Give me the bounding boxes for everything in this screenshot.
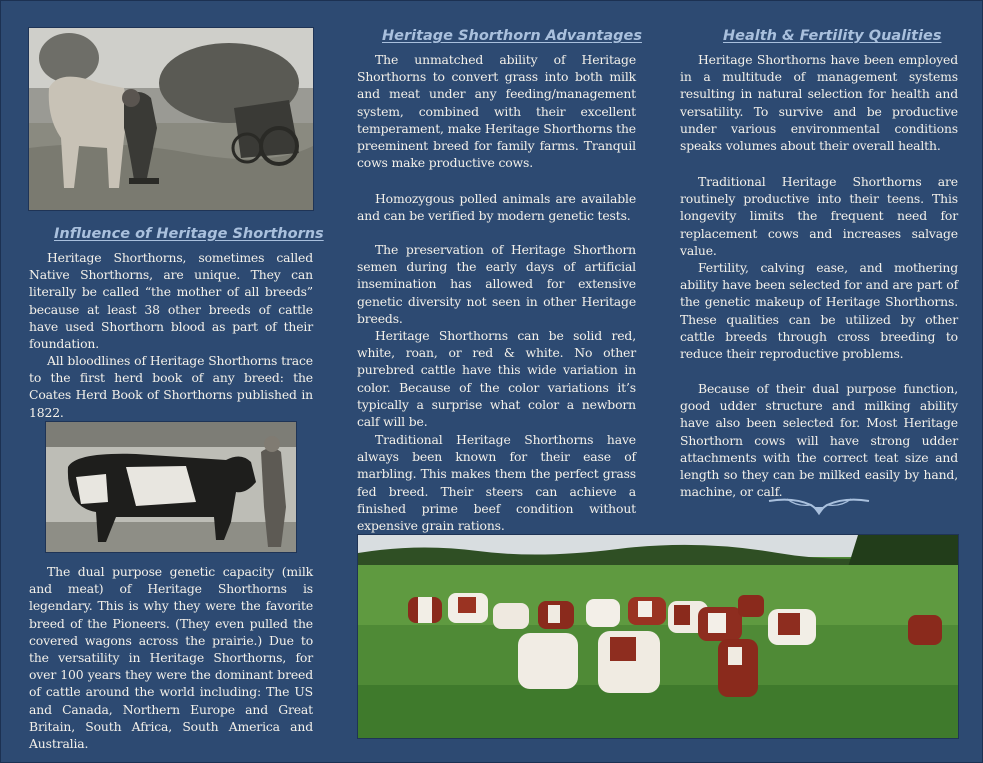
col3-heading: Health & Fertility Qualities <box>723 28 942 44</box>
col1-paragraph-1: Heritage Shorthorns, sometimes called Native Shorthorns, are unique. They can literally be called “the mother of all breeds” because at least 38 other breeds of cattle have used Shorthorn blood as part of their foundation. <box>29 250 313 352</box>
col2-paragraph-5: Traditional Heritage Shorthorns have always been known for their ease of marbling. This makes them the perfect grass fed breed. Their steers can achieve a finished prime beef condition without expensive grain rations. <box>357 432 636 534</box>
col3-paragraph-2: Traditional Heritage Shorthorns are routinely productive into their teens. This longevity limits the frequent need for replacement cows and increases salvage value. <box>680 174 958 258</box>
col2-paragraph-3: The preservation of Heritage Shorthorn semen during the early days of artificial insemination has allowed for extensive genetic diversity not seen in other Heritage breeds. <box>357 242 636 326</box>
milking-photo <box>28 27 314 211</box>
col3-paragraph-4: Because of their dual purpose function, good udder structure and milking ability have also been selected for. Most Heritage Shorthorn cows will have strong udder attachments with the correct teat size and length so they can be milked easily by hand, machine, or calf. <box>680 381 958 500</box>
col2-paragraph-4: Heritage Shorthorns can be solid red, white, roan, or red & white. No other purebred cattle have this wide variation in color. Because of the color variations it’s typically a surprise what color a newborn calf will be. <box>357 328 636 430</box>
col1-paragraph-2: All bloodlines of Heritage Shorthorns trace to the first herd book of any breed: the Coates Herd Book of Shorthorns published in 1822. <box>29 353 313 420</box>
col3-paragraph-1: Heritage Shorthorns have been employed in a multitude of management systems resulting in natural selection for health and versatility. To survive and be productive under various environmental conditions speaks volumes about their overall health. <box>680 52 958 154</box>
col2-paragraph-2: Homozygous polled animals are available and can be verified by modern genetic tests. <box>357 191 636 224</box>
col1-paragraph-3: The dual purpose genetic capacity (milk and meat) of Heritage Shorthorns is legendary. This is why they were the favorite breed of the Pioneers. (They even pulled the covered wagons across the prairie.) Due to the versatility in Heritage Shorthorns, for over 100 years they were the dominant breed of cattle around the world including: The US and Canada, Northern Europe and Great Britain, South Africa, South America and Australia. <box>29 564 313 752</box>
col2-paragraph-1: The unmatched ability of Heritage Shorthorns to convert grass into both milk and meat under any feeding/management system, combined with their excellent temperament, make Heritage Shorthorns the preeminent breed for family farms. Tranquil cows make productive cows. <box>357 52 636 171</box>
col3-paragraph-3: Fertility, calving ease, and mothering ability have been selected for and are part of the genetic makeup of Heritage Shorthorns. These qualities can be utilized by other cattle breeds through cross breeding to reduce their reproductive problems. <box>680 260 958 362</box>
flourish-ornament-icon <box>767 493 871 517</box>
col2-heading: Heritage Shorthorn Advantages <box>382 28 642 44</box>
cow-with-handler-photo <box>45 421 297 553</box>
herd-in-field-photo <box>357 534 959 739</box>
col1-heading: Influence of Heritage Shorthorns <box>54 226 324 242</box>
